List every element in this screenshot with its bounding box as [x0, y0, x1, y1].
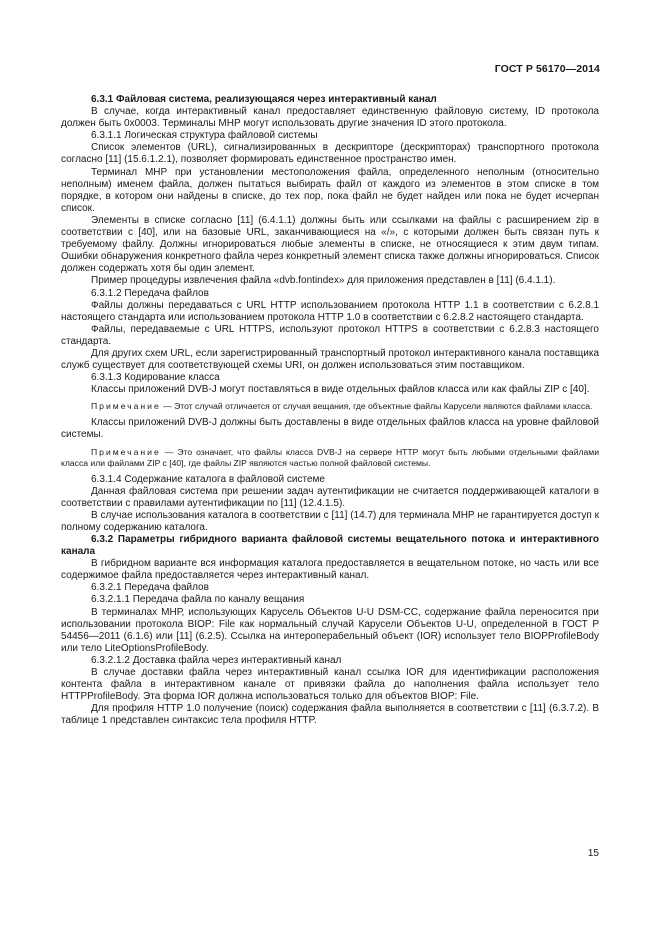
subsection-heading: 6.3.1.3 Кодирование класса	[91, 372, 220, 384]
paragraph: Для профиля HTTP 1.0 получение (поиск) содержания файла выполняется в соответствии с [11] (6.3.7.2). В таблице 1 представлен синтаксис тела профиля HTTP.	[61, 703, 599, 727]
subsection-heading: 6.3.1.4 Содержание каталога в файловой системе	[91, 473, 325, 485]
note-text: Это означает, что файлы класса DVB-J на сервере HTTP могут быть любыми отдельными файлами класса или файлами ZIP с [40], где файлы ZIP являются частью полной файловой системы.	[61, 446, 599, 468]
note-dash: —	[164, 446, 174, 457]
subsection-heading: 6.3.2.1.1 Передача файла по каналу вещания	[91, 594, 305, 606]
paragraph: Классы приложений DVB-J должны быть доставлены в виде отдельных файлов класса на уровне файловой системы.	[61, 417, 599, 441]
paragraph: Пример процедуры извлечения файла «dvb.fontindex» для приложения представлен в [11] (6.4.1.1).	[91, 275, 556, 287]
paragraph: Терминал МНР при установлении местоположения файла, определенного неполным (относительно неполным) именем файла, должен пытаться выбирать файл от каждого из элементов в этом списке в том порядке, в котором они найдены в списке, до тех пор, пока файл не будет найден или пока не будет исчерпан список.	[61, 166, 599, 214]
subsection-heading: 6.3.2.1.2 Доставка файла через интерактивный канал	[91, 654, 342, 666]
paragraph: Файлы, передаваемые с URL HTTPS, используют протокол HTTPS в соответствии с 6.2.8.3 настоящего стандарта.	[61, 323, 599, 347]
paragraph: В случае доставки файла через интерактивный канал ссылка IOR для идентификации расположения контента файла в интерактивном канале от привязки файла до наполнения файла использует тело HTTPProfileBody. Эта форма IOR должна использоваться только для объектов BIOP: File.	[61, 667, 599, 703]
page-number: 15	[587, 848, 599, 859]
note-dash: —	[163, 401, 172, 412]
note	[61, 447, 599, 469]
paragraph: Список элементов (URL), сигнализированных в дескрипторе (дескрипторах) транспортного протокола согласно [11] (15.6.1.2.1), позволяет формировать единственное пространство имен.	[61, 142, 599, 166]
paragraph: Файлы должны передаваться с URL HTTP использованием протокола HTTP 1.1 в соответствии с 6.2.8.1 настоящего стандарта или использованием протокола HTTP 1.0 в соответствии с 6.2.8.2 настоящего стандарта.	[61, 299, 599, 323]
note	[61, 401, 599, 412]
standard-header: ГОСТ Р 56170—2014	[494, 63, 600, 75]
paragraph: В случае использования каталога в соответствии с [11] (14.7) для терминала МНР не гарантируется доступ к полному содержанию каталога.	[61, 509, 599, 533]
section-heading-6-3-1: 6.3.1 Файловая система, реализующаяся через интерактивный канал	[91, 94, 437, 105]
subsection-heading: 6.3.1.1 Логическая структура файловой системы	[91, 130, 318, 142]
note-text: Этот случай отличается от случая вещания, где объектные файлы Карусели являются файлами класса.	[174, 401, 593, 412]
subsection-heading: 6.3.2.1 Передача файлов	[91, 582, 209, 594]
document-body	[61, 94, 599, 728]
paragraph: Элементы в списке согласно [11] (6.4.1.1) должны быть или ссылками на файлы с расширением zip в соответствии с [40], или на базовые URL, заканчивающиеся на «/», с которыми должен быть связан путь к требуемому файлу. Должны игнорироваться любые элементы в списке, не относящиеся к этим двум типам. Ошибки обнаружения конкретного файла через конкретный элемент списка также должны игнорироваться. Список должен содержать хотя бы один элемент.	[61, 214, 599, 275]
paragraph: В терминалах МНР, использующих Карусель Объектов U-U DSM-CC, содержание файла переносится при использовании протокола BIOP: File как нормальный случай Карусели Объектов U-U, определенной в ГОСТ Р 54456—2011 (6.1.6) или [11] (6.2.5). Ссылка на интероперабельный объект (IOR) использует тело BIOPProfileBody или тело LiteOptionsProfileBody.	[61, 606, 599, 654]
paragraph: В случае, когда интерактивный канал предоставляет единственную файловую систему, ID протокола должен быть 0x0003. Терминалы МНР могут использовать другие значения ID этого протокола.	[61, 106, 599, 130]
section-heading-6-3-2: 6.3.2 Параметры гибридного варианта файловой системы вещательного потока и интерактивного канала	[61, 534, 599, 558]
paragraph: Классы приложений DVB-J могут поставляться в виде отдельных файлов класса или как файлы ZIP с [40].	[91, 384, 590, 396]
paragraph: В гибридном варианте вся информация каталога предоставляется в вещательном потоке, но часть или все содержимое файла предоставляется через интерактивный канал.	[61, 558, 599, 582]
subsection-heading: 6.3.1.2 Передача файлов	[91, 287, 209, 299]
note-label: Примечание	[91, 401, 161, 412]
paragraph: Данная файловая система при решении задач аутентификации не считается поддерживающей каталоги в соответствии с правилами аутентификации по [11] (12.4.1.5).	[61, 485, 599, 509]
paragraph: Для других схем URL, если зарегистрированный транспортный протокол интерактивного канала поставщика служб существует для соответствующей схемы URI, он должен использоваться этим поставщиком.	[61, 347, 600, 372]
note-label: Примечание	[91, 446, 161, 457]
